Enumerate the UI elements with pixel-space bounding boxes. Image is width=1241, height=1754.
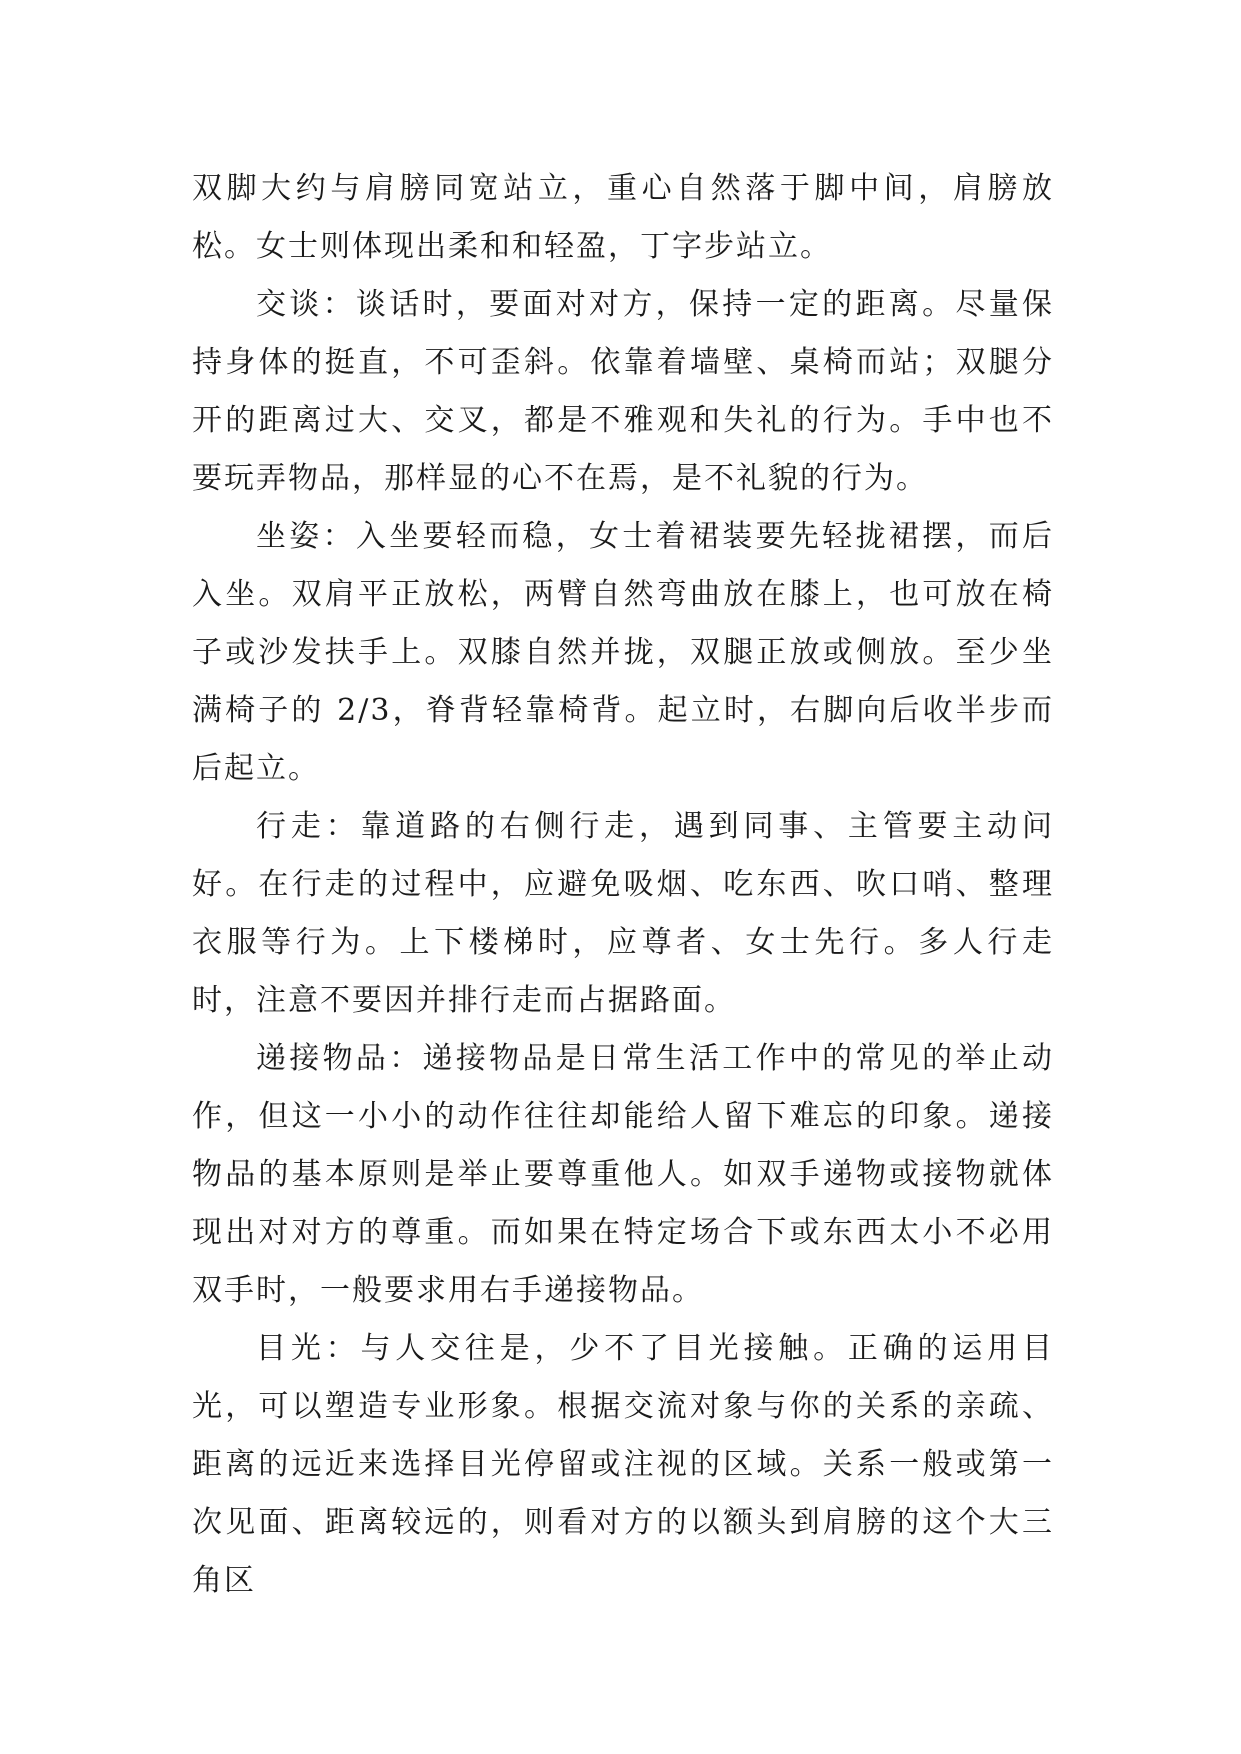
paragraph-handing-items: 递接物品：递接物品是日常生活工作中的常见的举止动作，但这一小小的动作往往却能给人留下难忘的印象。递接物品的基本原则是举止要尊重他人。如双手递物或接物就体现出对对方的尊重。而如果在特定场合下或东西太小不必用双手时，一般要求用右手递接物品。 xyxy=(192,1041,1054,1308)
paragraph-sitting: 坐姿：入坐要轻而稳，女士着裙装要先轻拢裙摆，而后入坐。双肩平正放松，两臂自然弯曲放在膝上，也可放在椅子或沙发扶手上。双膝自然并拢，双腿正放或侧放。至少坐满椅子的 2/3，脊背轻靠椅背。起立时，右脚向后收半步而后起立。 xyxy=(192,519,1054,786)
paragraph-eye-contact: 目光：与人交往是，少不了目光接触。正确的运用目光，可以塑造专业形象。根据交流对象与你的关系的亲疏、距离的远近来选择目光停留或注视的区域。关系一般或第一次见面、距离较远的，则看对方的以额头到肩膀的这个大三角区 xyxy=(192,1331,1054,1598)
paragraph-walking: 行走：靠道路的右侧行走，遇到同事、主管要主动问好。在行走的过程中，应避免吸烟、吃东西、吹口哨、整理衣服等行为。上下楼梯时，应尊者、女士先行。多人行走时，注意不要因并排行走而占据路面。 xyxy=(192,809,1054,1018)
paragraph-conversation: 交谈：谈话时，要面对对方，保持一定的距离。尽量保持身体的挺直，不可歪斜。依靠着墙壁、桌椅而站；双腿分开的距离过大、交叉，都是不雅观和失礼的行为。手中也不要玩弄物品，那样显的心不在焉，是不礼貌的行为。 xyxy=(192,287,1054,496)
document-body xyxy=(192,160,1054,1610)
paragraph-standing: 双脚大约与肩膀同宽站立，重心自然落于脚中间，肩膀放松。女士则体现出柔和和轻盈，丁字步站立。 xyxy=(192,171,1054,264)
